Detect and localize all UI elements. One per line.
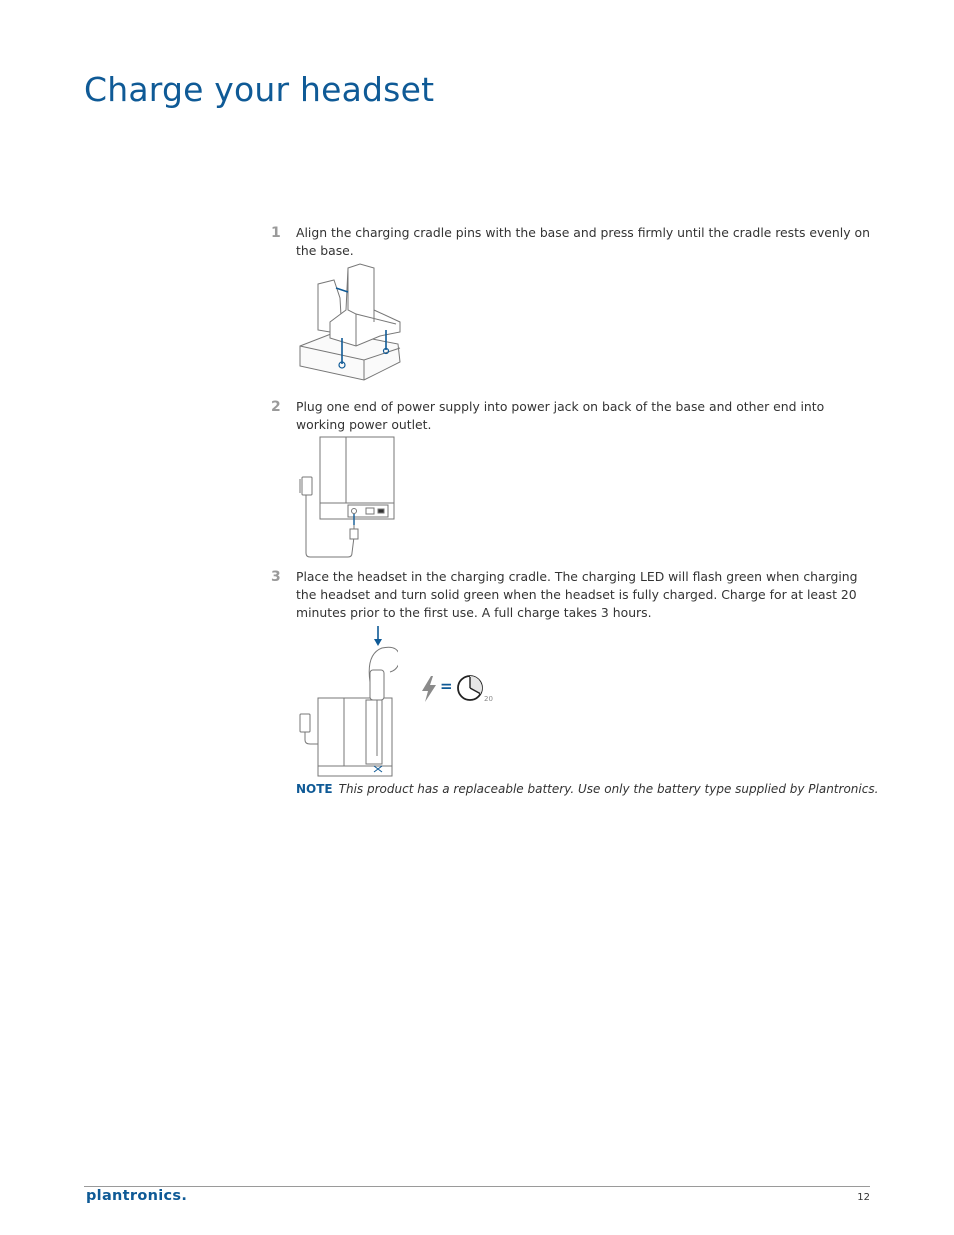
page-title: Charge your headset xyxy=(84,70,435,109)
step-text: Plug one end of power supply into power jack on back of the base and other end into working power outlet. xyxy=(296,399,825,432)
lightning-icon xyxy=(420,676,438,702)
note xyxy=(296,782,878,796)
page-number: 12 xyxy=(857,1192,870,1203)
clock-icon xyxy=(456,674,484,702)
footer-divider xyxy=(84,1186,870,1187)
power-supply-illustration xyxy=(296,435,398,563)
step-text: Align the charging cradle pins with the base and press firmly until the cradle rests evenly on the base. xyxy=(296,225,870,258)
charge-time-icon xyxy=(420,672,500,706)
step-text: Place the headset in the charging cradle. The charging LED will flash green when charging the headset and turn solid green when the headset is fully charged. Charge for at least 20 minutes prior to the first use. A full charge takes 3 hours. xyxy=(296,569,858,620)
headset-in-cradle-illustration xyxy=(296,624,398,778)
step-1 xyxy=(271,224,871,260)
note-label: NOTE xyxy=(296,782,333,796)
note-text: This product has a replaceable battery. Use only the battery type supplied by Plantronics. xyxy=(338,782,879,796)
step-3 xyxy=(271,568,871,622)
plantronics-logo: plantronics. xyxy=(86,1188,188,1204)
charge-minutes-label: 20 xyxy=(484,695,493,703)
step-number: 1 xyxy=(271,225,281,241)
step-2 xyxy=(271,398,871,434)
step-number: 3 xyxy=(271,569,281,585)
step-number: 2 xyxy=(271,399,281,415)
equals-sign: = xyxy=(440,677,453,695)
cradle-on-base-illustration xyxy=(296,262,402,384)
